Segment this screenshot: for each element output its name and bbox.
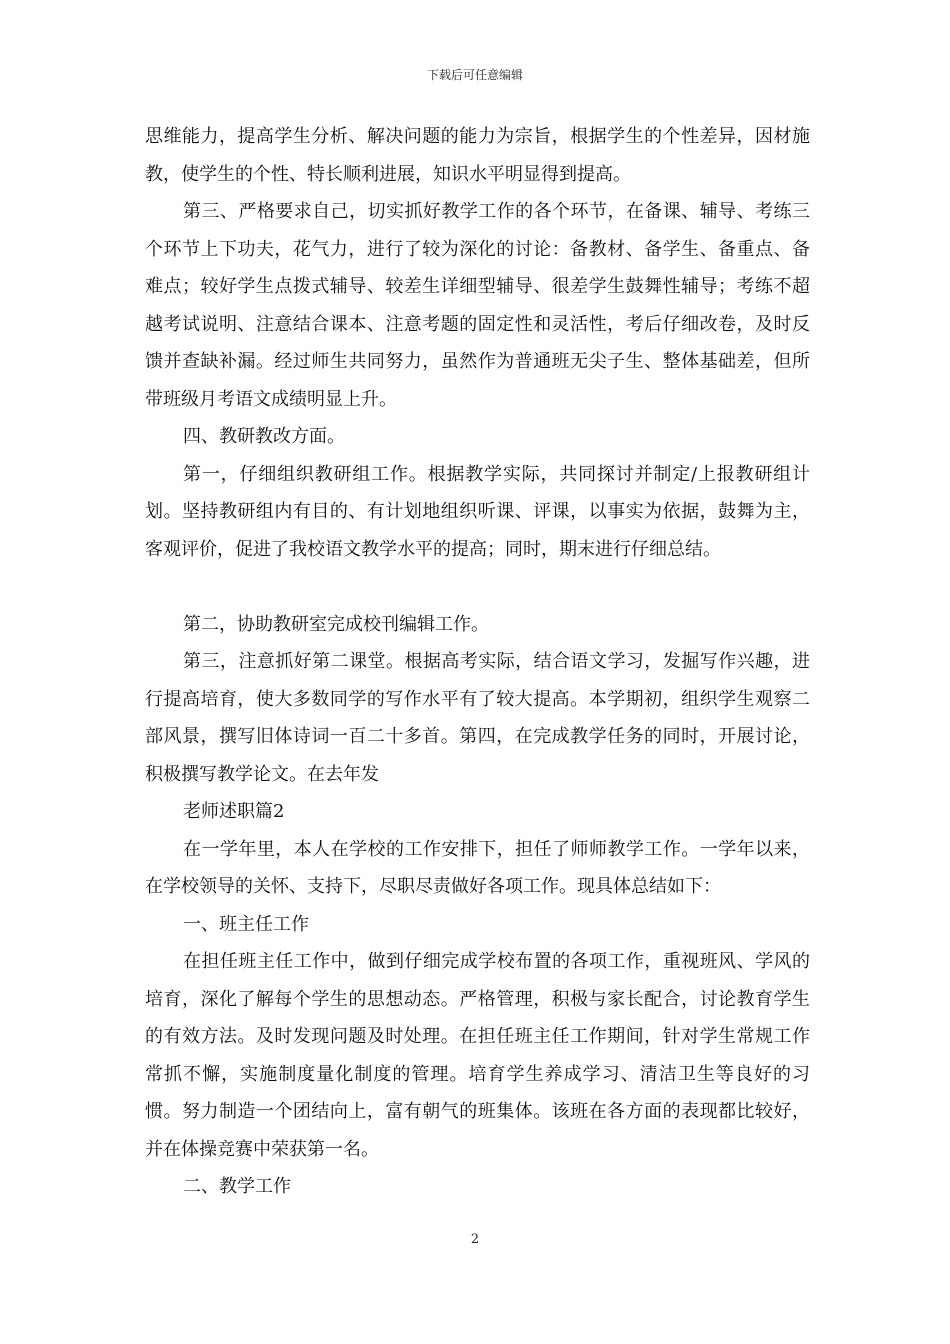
document-body <box>145 118 810 1206</box>
paragraph-continuation: 思维能力，提高学生分析、解决问题的能力为宗旨，根据学生的个性差异，因材施教，使学生的个性、特长顺利进展，知识水平明显得到提高。 <box>145 126 810 185</box>
paragraph-third-point: 第三、严格要求自己，切实抓好教学工作的各个环节，在备课、辅导、考练三个环节上下功夫，花气力，进行了较为深化的讨论：备教材、备学生、备重点、备难点；较好学生点拨式辅导、较差生详细型辅导、很差学生鼓舞性辅导；考练不超越考试说明、注意结合课本、注意考题的固定性和灵活性，考后仔细改卷，及时反馈并查缺补漏。经过师生共同努力，虽然作为普通班无尖子生、整体基础差，但所带班级月考语文成绩明显上升。 <box>145 201 810 410</box>
section-heading-class-teacher: 一、班主任工作 <box>183 913 309 935</box>
paragraph-research-first: 第一，仔细组织教研组工作。根据教学实际，共同探讨并制定/上报教研组计划。坚持教研组内有目的、有计划地组织听课、评课，以事实为依据，鼓舞为主，客观评价，促进了我校语文教学水平的提高；同时，期末进行仔细总结。 <box>145 463 810 560</box>
paragraph-intro: 在一学年里，本人在学校的工作安排下，担任了师师教学工作。一学年以来，在学校领导的关怀、支持下，尽职尽责做好各项工作。现具体总结如下： <box>145 838 810 897</box>
paragraph-class-teacher: 在担任班主任工作中，做到仔细完成学校布置的各项工作，重视班风、学风的培育，深化了解每个学生的思想动态。严格管理，积极与家长配合，讨论教育学生的有效方法。及时发现问题及时处理。在担任班主任工作期间，针对学生常规工作常抓不懈，实施制度量化制度的管理。培育学生养成学习、清洁卫生等良好的习惯。努力制造一个团结向上，富有朝气的班集体。该班在各方面的表现都比较好，并在体操竞赛中荣获第一名。 <box>145 951 810 1160</box>
section-heading-research: 四、教研教改方面。 <box>183 426 345 447</box>
section-heading-teaching: 二、教学工作 <box>183 1176 291 1197</box>
page-header: 下载后可任意编辑 <box>426 68 523 82</box>
page-number: 2 <box>470 1232 480 1247</box>
paragraph-research-third: 第三，注意抓好第二课堂。根据高考实际，结合语文学习，发掘写作兴趣，进行提高培育，使大多数同学的写作水平有了较大提高。本学期初，组织学生观察二部风景，撰写旧体诗词一百二十多首。第四，在完成教学任务的同时，开展讨论，积极撰写教学论文。在去年发 <box>145 651 810 785</box>
paragraph-research-second: 第二，协助教研室完成校刊编辑工作。 <box>183 613 489 635</box>
article-title: 老师述职篇2 <box>183 801 285 822</box>
paragraph-spacer <box>145 568 810 606</box>
